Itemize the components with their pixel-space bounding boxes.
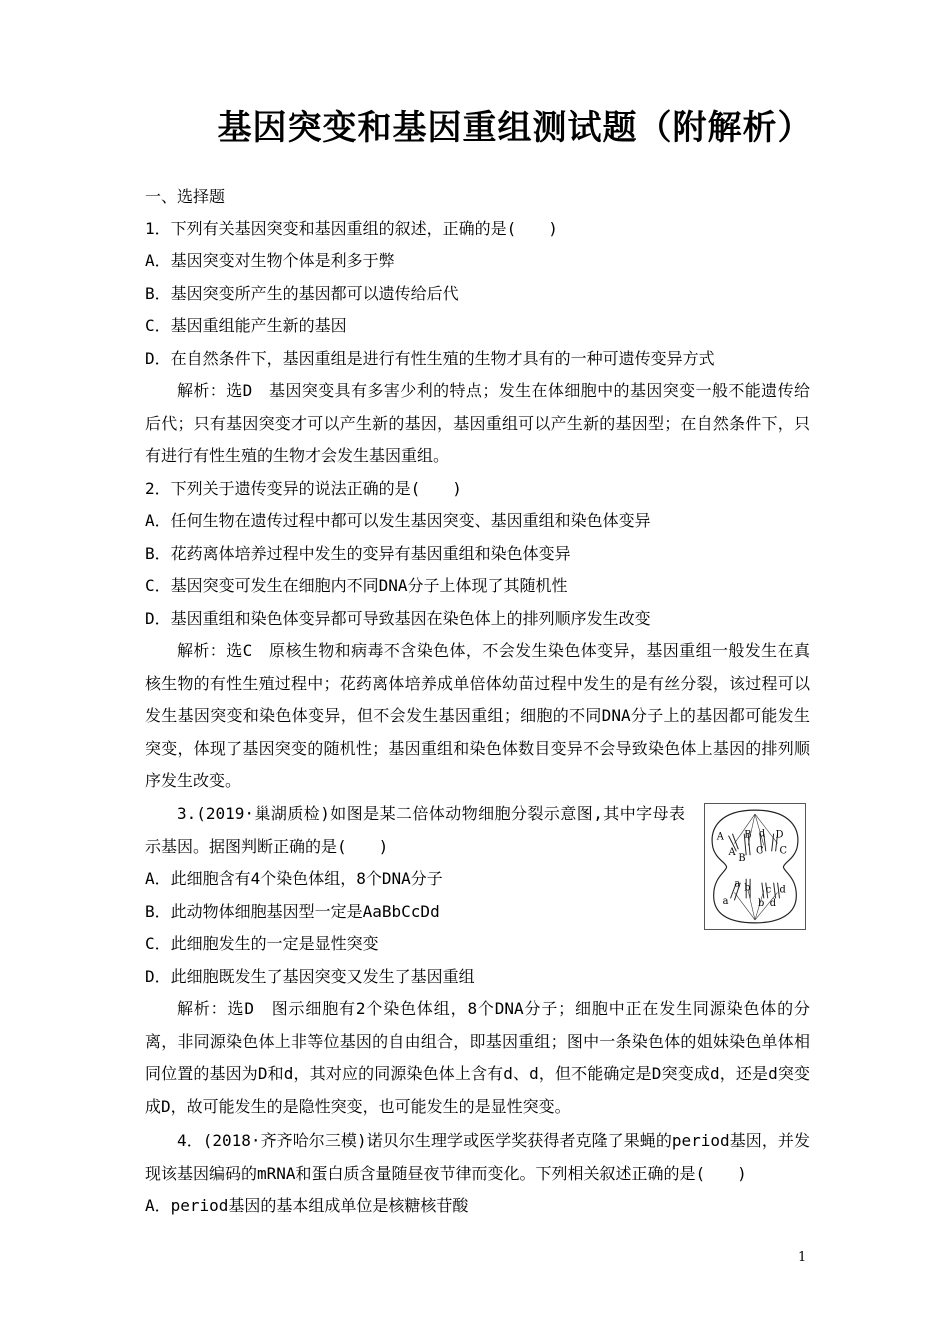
gene-label-lower-2: b	[744, 882, 751, 894]
q2-option-d: D．基因重组和染色体变异都可导致基因在染色体上的排列顺序发生改变	[145, 609, 651, 628]
q2-option-a: A．任何生物在遗传过程中都可以发生基因突变、基因重组和染色体变异	[145, 511, 651, 530]
page-number: 1	[798, 1250, 807, 1265]
q1-option-d: D．在自然条件下，基因重组是进行有性生殖的生物才具有的一种可遗传变异方式	[145, 349, 715, 368]
q2-analysis: 解析：选C 原核生物和病毒不含染色体，不会发生染色体变异，基因重组一般发生在真核生物的有性生殖过程中；花药离体培养成单倍体幼苗过程中发生的是有丝分裂，该过程可以发生基因突变和染色体变异，但不会发生基因重组；细胞的不同DNA分子上的基因都可能发生突变，体现了基因突变的随机性；基因重组和染色体数目变异不会导致染色体上基因的排列顺序发生改变。	[145, 641, 810, 790]
section-heading: 一、选择题	[145, 187, 226, 206]
gene-label-upper-2: d	[758, 828, 766, 840]
q3-option-a: A．此细胞含有4个染色体组，8个DNA分子	[145, 869, 443, 888]
gene-label-lower-3: c	[765, 884, 772, 896]
q1-stem: 1．下列有关基因突变和基因重组的叙述，正确的是( )	[145, 219, 558, 238]
q3-stem: 3.(2019·巢湖质检)如图是某二倍体动物细胞分裂示意图,其中字母表示基因。据图判断正确的是( )	[145, 804, 685, 856]
gene-label-bottom-1: a	[722, 896, 729, 908]
q3-option-b: B．此动物体细胞基因型一定是AaBbCcDd	[145, 902, 440, 921]
gene-label-upper-left: A	[716, 831, 724, 843]
q2-option-b: B．花药离体培养过程中发生的变异有基因重组和染色体变异	[145, 544, 571, 563]
document-title: 基因突变和基因重组测试题（附解析）	[217, 108, 813, 148]
q4-option-a: A．period基因的基本组成单位是核糖核苷酸	[145, 1196, 469, 1215]
q3-option-c: C．此细胞发生的一定是显性突变	[145, 934, 379, 953]
gene-label-bottom-3: d	[769, 898, 776, 910]
q1-analysis: 解析：选D 基因突变具有多害少利的特点；发生在体细胞中的基因突变一般不能遗传给后代；只有基因突变才可以产生新的基因，基因重组可以产生新的基因型；在自然条件下，只有进行有性生殖的生物才会发生基因重组。	[145, 381, 810, 465]
q2-option-c: C．基因突变可发生在细胞内不同DNA分子上体现了其随机性	[145, 576, 568, 595]
q2-stem: 2．下列关于遗传变异的说法正确的是( )	[145, 479, 462, 498]
q1-option-b: B．基因突变所产生的基因都可以遗传给后代	[145, 284, 459, 303]
gene-label-lower-1: a	[734, 878, 741, 890]
q3-analysis: 解析：选D 图示细胞有2个染色体组，8个DNA分子；细胞中正在发生同源染色体的分离，非同源染色体上非等位基因的自由组合，即基因重组；图中一条染色体的姐妹染色单体相同位置的基因为D和d，其对应的同源染色体上含有d、d，但不能确定是D突变成d，还是d突变成D，故可能发生的是隐性突变，也可能发生的是显性突变。	[145, 999, 810, 1116]
q1-option-a: A．基因突变对生物个体是利多于弊	[145, 251, 395, 270]
q3-option-d: D．此细胞既发生了基因突变又发生了基因重组	[145, 967, 475, 986]
gene-label-mid-3: C	[755, 845, 764, 857]
q4-stem: 4．(2018·齐齐哈尔三模)诺贝尔生理学或医学奖获得者克隆了果蝇的period基因，并发现该基因编码的mRNA和蛋白质含量随昼夜节律而变化。下列相关叙述正确的是( )	[145, 1131, 810, 1183]
gene-label-bottom-2: b	[757, 898, 765, 910]
gene-label-mid-2: B	[738, 853, 746, 865]
gene-label-upper-3: D	[775, 829, 784, 841]
gene-label-mid-1: A	[728, 847, 736, 859]
gene-label-mid-4: C	[779, 845, 788, 857]
gene-label-lower-4: d	[779, 884, 786, 896]
q1-option-c: C．基因重组能产生新的基因	[145, 316, 347, 335]
gene-label-upper-1: B	[744, 829, 752, 841]
